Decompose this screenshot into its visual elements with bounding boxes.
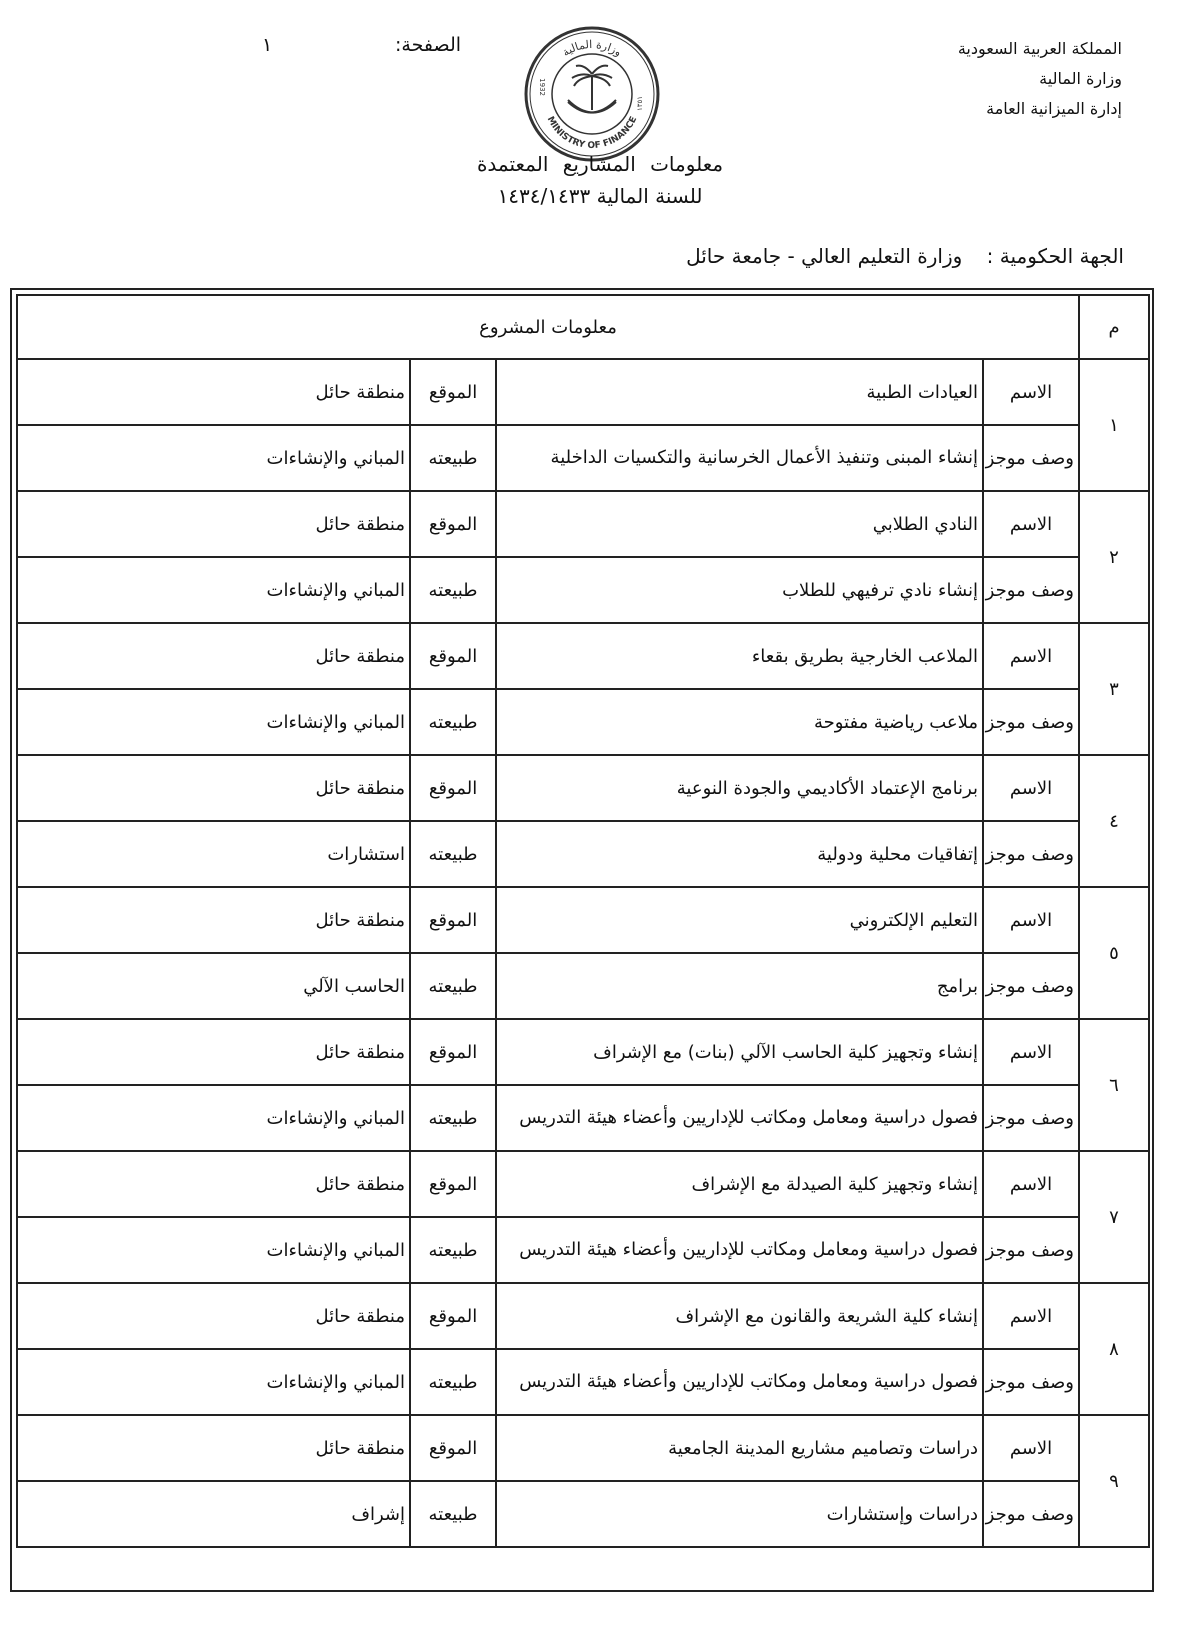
svg-text:MINISTRY OF FINANCE: MINISTRY OF FINANCE <box>544 115 640 152</box>
project-name: العيادات الطبية <box>496 359 983 425</box>
project-nature: استشارات <box>17 821 410 887</box>
project-description: فصول دراسية ومعامل ومكاتب للإداريين وأعضاء هيئة التدريس <box>496 1085 983 1151</box>
table-row <box>17 1349 1149 1415</box>
name-label: الاسم <box>983 359 1079 425</box>
location-label: الموقع <box>410 623 496 689</box>
kingdom-name: المملكة العربية السعودية <box>957 39 1122 58</box>
row-number: ٣ <box>1079 623 1149 755</box>
table-row <box>17 359 1149 425</box>
description-label: وصف موجز <box>983 1085 1079 1151</box>
project-location: منطقة حائل <box>17 1019 410 1085</box>
project-nature: المباني والإنشاءات <box>17 1349 410 1415</box>
name-label: الاسم <box>983 1415 1079 1481</box>
page-number: ١ <box>262 34 273 56</box>
description-label: وصف موجز <box>983 1481 1079 1547</box>
project-name: الملاعب الخارجية بطريق بقعاء <box>496 623 983 689</box>
project-description: فصول دراسية ومعامل ومكاتب للإداريين وأعضاء هيئة التدريس <box>496 1349 983 1415</box>
nature-label: طبيعته <box>410 1481 496 1547</box>
ministry-of-finance-logo <box>522 24 662 164</box>
row-number: ٨ <box>1079 1283 1149 1415</box>
description-label: وصف موجز <box>983 1217 1079 1283</box>
row-number: ٧ <box>1079 1151 1149 1283</box>
location-label: الموقع <box>410 1415 496 1481</box>
project-name: إنشاء وتجهيز كلية الحاسب الآلي (بنات) مع الإشراف <box>496 1019 983 1085</box>
description-label: وصف موجز <box>983 821 1079 887</box>
location-label: الموقع <box>410 1151 496 1217</box>
government-entity <box>686 244 1124 268</box>
nature-label: طبيعته <box>410 689 496 755</box>
name-label: الاسم <box>983 1151 1079 1217</box>
name-label: الاسم <box>983 755 1079 821</box>
name-label: الاسم <box>983 887 1079 953</box>
table-row <box>17 689 1149 755</box>
table-row <box>17 1217 1149 1283</box>
entity-label: الجهة الحكومية : <box>986 244 1124 268</box>
nature-label: طبيعته <box>410 1349 496 1415</box>
project-location: منطقة حائل <box>17 1415 410 1481</box>
table-row <box>17 887 1149 953</box>
svg-text:١٣٥١: ١٣٥١ <box>636 96 644 112</box>
project-nature: إشراف <box>17 1481 410 1547</box>
header-ministry-block <box>958 34 1122 124</box>
table-row <box>17 425 1149 491</box>
row-number: ٦ <box>1079 1019 1149 1151</box>
project-location: منطقة حائل <box>17 1283 410 1349</box>
project-name: برنامج الإعتماد الأكاديمي والجودة النوعية <box>496 755 983 821</box>
svg-text:وزارة المالية: وزارة المالية <box>559 37 625 60</box>
location-label: الموقع <box>410 1283 496 1349</box>
project-nature: المباني والإنشاءات <box>17 1217 410 1283</box>
document-title: معلومات المشاريع المعتمدة <box>476 152 724 176</box>
project-name: النادي الطلابي <box>496 491 983 557</box>
table-row <box>17 491 1149 557</box>
table-header-row <box>17 295 1149 359</box>
project-location: منطقة حائل <box>17 359 410 425</box>
table-row <box>17 1415 1149 1481</box>
description-label: وصف موجز <box>983 953 1079 1019</box>
project-location: منطقة حائل <box>17 623 410 689</box>
project-description: إنشاء المبنى وتنفيذ الأعمال الخرسانية والتكسيات الداخلية <box>496 425 983 491</box>
project-location: منطقة حائل <box>17 1151 410 1217</box>
table-row <box>17 623 1149 689</box>
projects-table-frame <box>10 288 1154 1592</box>
project-description: ملاعب رياضية مفتوحة <box>496 689 983 755</box>
table-row <box>17 1019 1149 1085</box>
nature-label: طبيعته <box>410 821 496 887</box>
page-label: الصفحة: <box>395 34 462 56</box>
project-nature: الحاسب الآلي <box>17 953 410 1019</box>
project-nature: المباني والإنشاءات <box>17 557 410 623</box>
fiscal-year-subtitle: للسنة المالية ١٤٣٤/١٤٣٣ <box>497 184 703 208</box>
row-number: ٥ <box>1079 887 1149 1019</box>
project-name: دراسات وتصاميم مشاريع المدينة الجامعية <box>496 1415 983 1481</box>
project-name: إنشاء كلية الشريعة والقانون مع الإشراف <box>496 1283 983 1349</box>
project-nature: المباني والإنشاءات <box>17 425 410 491</box>
svg-text:1932: 1932 <box>538 78 546 96</box>
description-label: وصف موجز <box>983 1349 1079 1415</box>
location-label: الموقع <box>410 755 496 821</box>
name-label: الاسم <box>983 623 1079 689</box>
nature-label: طبيعته <box>410 1217 496 1283</box>
description-label: وصف موجز <box>983 689 1079 755</box>
project-description: دراسات وإستشارات <box>496 1481 983 1547</box>
project-location: منطقة حائل <box>17 491 410 557</box>
project-nature: المباني والإنشاءات <box>17 1085 410 1151</box>
row-number: ١ <box>1079 359 1149 491</box>
location-label: الموقع <box>410 359 496 425</box>
nature-label: طبيعته <box>410 953 496 1019</box>
table-row <box>17 1151 1149 1217</box>
table-row <box>17 557 1149 623</box>
projects-table <box>16 294 1150 1548</box>
project-description: إتفاقيات محلية ودولية <box>496 821 983 887</box>
project-name: التعليم الإلكتروني <box>496 887 983 953</box>
location-label: الموقع <box>410 887 496 953</box>
project-name: إنشاء وتجهيز كلية الصيدلة مع الإشراف <box>496 1151 983 1217</box>
entity-value: وزارة التعليم العالي - جامعة حائل <box>686 244 963 268</box>
nature-label: طبيعته <box>410 1085 496 1151</box>
name-label: الاسم <box>983 491 1079 557</box>
project-description: إنشاء نادي ترفيهي للطلاب <box>496 557 983 623</box>
ministry-name: وزارة المالية <box>1039 69 1122 88</box>
header-project-info: معلومات المشروع <box>17 295 1079 359</box>
row-number: ٩ <box>1079 1415 1149 1547</box>
description-label: وصف موجز <box>983 425 1079 491</box>
project-location: منطقة حائل <box>17 887 410 953</box>
location-label: الموقع <box>410 1019 496 1085</box>
table-row <box>17 1481 1149 1547</box>
project-nature: المباني والإنشاءات <box>17 689 410 755</box>
department-name: إدارة الميزانية العامة <box>986 99 1122 118</box>
name-label: الاسم <box>983 1283 1079 1349</box>
row-number: ٢ <box>1079 491 1149 623</box>
table-row <box>17 755 1149 821</box>
name-label: الاسم <box>983 1019 1079 1085</box>
project-description: برامج <box>496 953 983 1019</box>
nature-label: طبيعته <box>410 425 496 491</box>
nature-label: طبيعته <box>410 557 496 623</box>
table-row <box>17 821 1149 887</box>
table-row <box>17 953 1149 1019</box>
description-label: وصف موجز <box>983 557 1079 623</box>
row-number: ٤ <box>1079 755 1149 887</box>
table-row <box>17 1085 1149 1151</box>
project-description: فصول دراسية ومعامل ومكاتب للإداريين وأعضاء هيئة التدريس <box>496 1217 983 1283</box>
header-number: م <box>1079 295 1149 359</box>
table-row <box>17 1283 1149 1349</box>
location-label: الموقع <box>410 491 496 557</box>
project-location: منطقة حائل <box>17 755 410 821</box>
